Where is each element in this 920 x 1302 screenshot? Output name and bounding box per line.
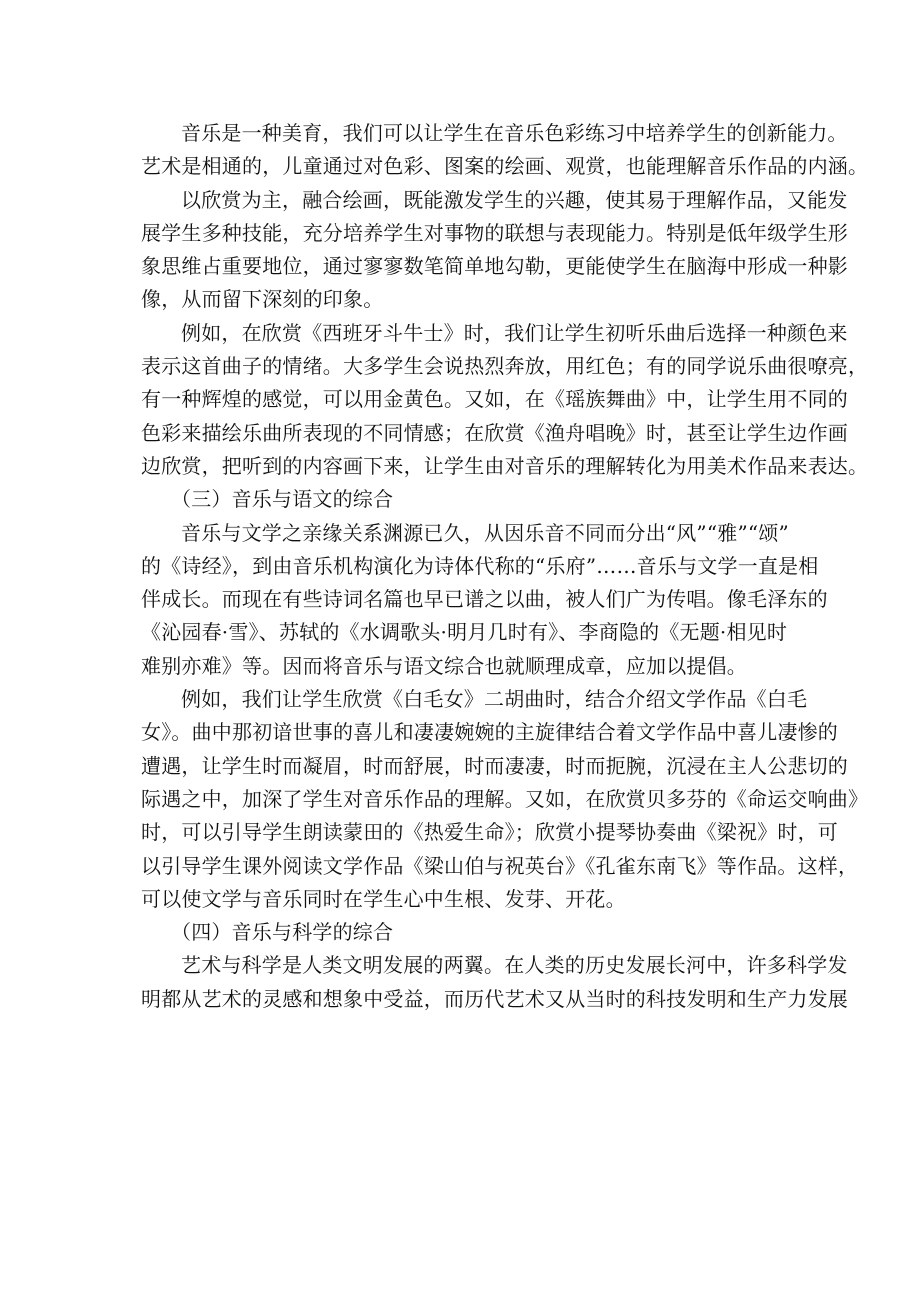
text-line: 明都从艺术的灵感和想象中受益，而历代艺术又从当时的科技发明和生产力发展 — [141, 986, 848, 1011]
text-line: 伴成长。而现在有些诗词名篇也早已谱之以曲，被人们广为传唱。像毛泽东的 — [141, 587, 828, 612]
text-line: 以引导学生课外阅读文学作品《梁山伯与祝英台》《孔雀东南飞》等作品。这样， — [141, 853, 859, 878]
section-heading-music-science: （四）音乐与科学的综合 — [171, 920, 394, 945]
document-body — [141, 117, 869, 1016]
text-line: 像，从而留下深刻的印象。 — [141, 287, 384, 312]
text-line: 可以使文学与音乐同时在学生心中生根、发芽、开花。 — [141, 886, 626, 911]
text-line: 遭遇，让学生时而凝眉，时而舒展，时而凄凄，时而扼腕，沉浸在主人公悲切的 — [141, 753, 848, 778]
text-line: 例如，在欣赏《西班牙斗牛士》时，我们让学生初听乐曲后选择一种颜色来 — [181, 320, 848, 345]
paragraph-literature-example — [141, 683, 869, 916]
paragraph-art-science — [141, 949, 848, 1016]
paragraph-music-literature — [141, 517, 828, 683]
text-line: 《沁园春·雪》、苏轼的《水调歌头·明月几时有》、李商隐的《无题·相见时 — [141, 620, 788, 645]
paragraph-color-example — [141, 317, 869, 483]
text-line: 例如，我们让学生欣赏《白毛女》二胡曲时，结合介绍文学作品《白毛 — [181, 687, 808, 712]
text-line: 以欣赏为主，融合绘画，既能激发学生的兴趣，使其易于理解作品，又能发 — [181, 187, 848, 212]
text-line: 边欣赏，把听到的内容画下来，让学生由对音乐的理解转化为用美术作品来表达。 — [141, 453, 869, 478]
text-line: 艺术是相通的，儿童通过对色彩、图案的绘画、观赏，也能理解音乐作品的内涵。 — [141, 154, 869, 179]
text-line: 时，可以引导学生朗读蒙田的《热爱生命》；欣赏小提琴协奏曲《梁祝》时，可 — [141, 820, 838, 845]
text-line: 色彩来描绘乐曲所表现的不同情感；在欣赏《渔舟唱晚》时，甚至让学生边作画 — [141, 420, 848, 445]
text-line: 音乐与文学之亲缘关系渊源已久，从因乐音不同而分出“风”“雅”“颂” — [181, 520, 789, 545]
text-line: 有一种辉煌的感觉，可以用金黄色。又如，在《瑶族舞曲》中，让学生用不同的 — [141, 387, 848, 412]
paragraph-music-aesthetic — [141, 117, 869, 184]
text-line: 难别亦难》等。因而将音乐与语文综合也就顺理成章，应加以提倡。 — [141, 653, 747, 678]
text-line: 女》。曲中那初谙世事的喜儿和凄凄婉婉的主旋律结合着文学作品中喜儿凄惨的 — [141, 720, 838, 745]
section-heading-music-chinese: （三）音乐与语文的综合 — [171, 487, 394, 512]
text-line: 艺术与科学是人类文明发展的两翼。在人类的历史发展长河中，许多科学发 — [181, 953, 848, 978]
text-line: 象思维占重要地位，通过寥寥数笔简单地勾勒，更能使学生在脑海中形成一种影 — [141, 254, 848, 279]
paragraph-appreciation-drawing — [141, 184, 848, 317]
text-line: 际遇之中，加深了学生对音乐作品的理解。又如，在欣赏贝多芬的《命运交响曲》 — [141, 786, 869, 811]
text-line: 展学生多种技能，充分培养学生对事物的联想与表现能力。特别是低年级学生形 — [141, 220, 848, 245]
text-line: 表示这首曲子的情绪。大多学生会说热烈奔放，用红色；有的同学说乐曲很嘹亮， — [141, 354, 869, 379]
text-line: 的《诗经》，到由音乐机构演化为诗体代称的“乐府”……音乐与文学一直是相 — [141, 553, 819, 578]
text-line: 音乐是一种美育，我们可以让学生在音乐色彩练习中培养学生的创新能力。 — [181, 121, 848, 145]
